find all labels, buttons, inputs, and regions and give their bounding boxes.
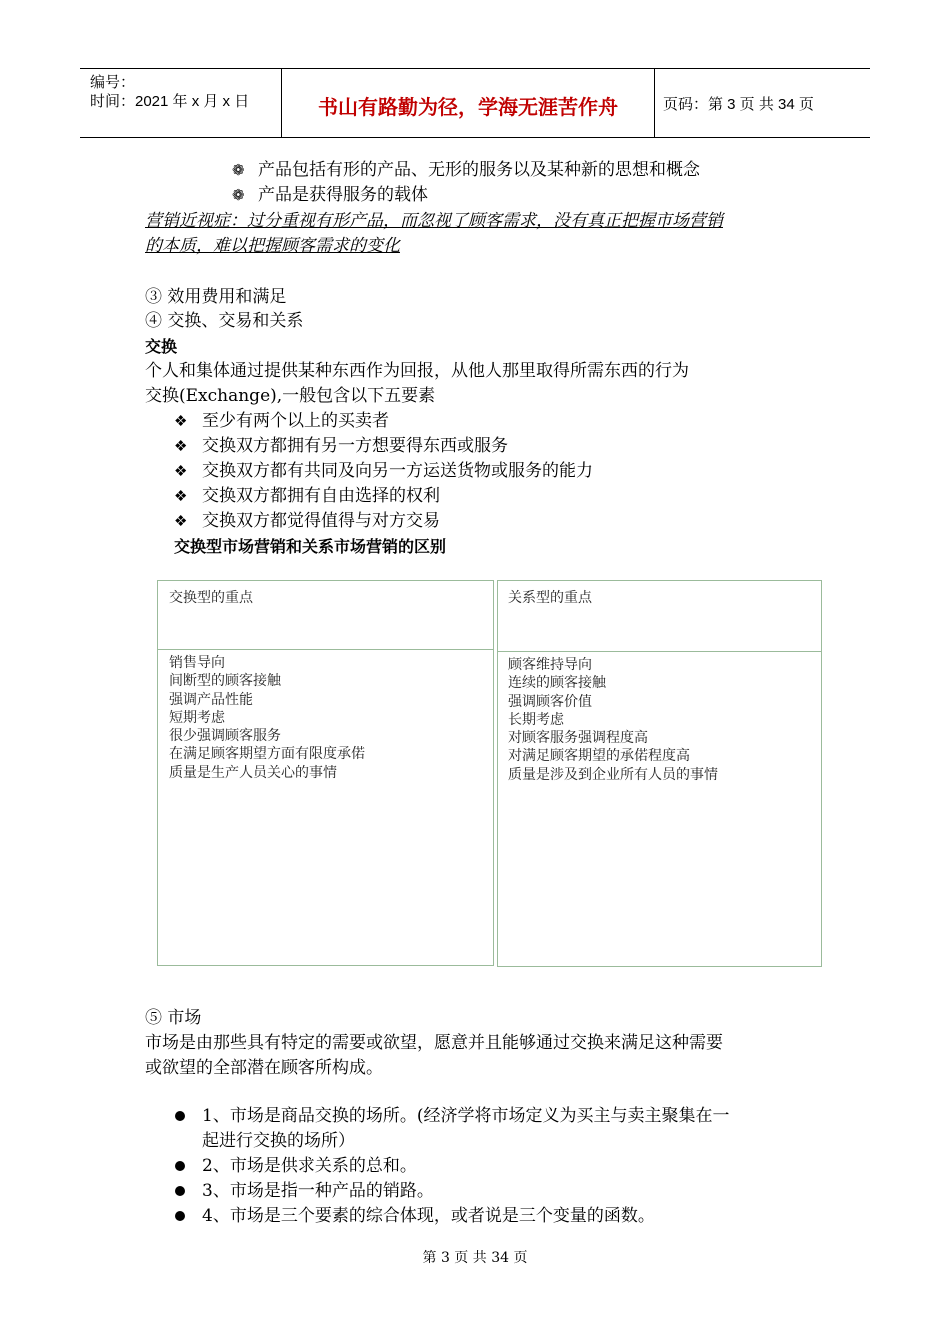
- serial-label: 编号：: [90, 74, 136, 91]
- page-footer: 第 3 页 共 34 页: [422, 1250, 528, 1266]
- page-header: [80, 68, 870, 138]
- list-item: 很少强调顾客服务: [169, 728, 281, 745]
- list-item: 对满足顾客期望的承偌程度高: [508, 748, 690, 765]
- market-point-1-line-2: 起进行交换的场所）: [202, 1131, 355, 1151]
- list-item: 质量是生产人员关心的事情: [169, 764, 337, 781]
- bullet-dot-icon: [175, 1111, 185, 1121]
- myopia-line-1: 营销近视症：过分重视有形产品，而忽视了顾客需求，没有真正把握市场营销: [145, 211, 723, 231]
- exchange-box-divider: [158, 649, 493, 650]
- market-point-1-line-1: 1、市场是商品交换的场所。(经济学将市场定义为买主与卖主聚集在一: [202, 1106, 730, 1126]
- market-point-3: 3、市场是指一种产品的销路。: [202, 1181, 434, 1201]
- relation-type-box: [497, 580, 822, 967]
- diamond-bullet-icon: ❖: [174, 512, 188, 530]
- exchange-box-title: 交换型的重点: [169, 590, 253, 606]
- header-right-cell: [655, 69, 870, 137]
- list-item: 强调产品性能: [169, 691, 253, 708]
- list-item: 长期考虑: [508, 711, 564, 728]
- exchange-elements: 交换(Exchange),一般包含以下五要素: [145, 386, 436, 406]
- exchange-heading: 交换: [145, 337, 178, 356]
- list-item: 在满足顾客期望方面有限度承偌: [169, 746, 365, 763]
- header-left-cell: [80, 69, 282, 137]
- bullet-dot-icon: [175, 1186, 185, 1196]
- exchange-bullet-3: 交换双方都有共同及向另一方运送货物或服务的能力: [202, 461, 593, 481]
- list-item: 短期考虑: [169, 709, 225, 726]
- list-item: 对顾客服务强调程度高: [508, 730, 648, 747]
- page-info: 页码：第 3 页 共 34 页: [663, 96, 814, 113]
- exchange-definition: 个人和集体通过提供某种东西作为回报，从他人那里取得所需东西的行为: [145, 361, 689, 381]
- bullet-dot-icon: [175, 1161, 185, 1171]
- exchange-bullet-1: 至少有两个以上的买卖者: [202, 411, 389, 431]
- list-item: 间断型的顾客接触: [169, 673, 281, 690]
- item-3: ③ 效用费用和满足: [145, 287, 287, 307]
- diamond-bullet-icon: ❖: [174, 437, 188, 455]
- exchange-bullet-5: 交换双方都觉得值得与对方交易: [202, 511, 440, 531]
- myopia-line-2: 的本质，难以把握顾客需求的变化: [145, 236, 400, 256]
- flower-bullet-icon: ❁: [232, 186, 245, 204]
- date-label: 时间：2021 年 x 月 x 日: [90, 93, 250, 110]
- diamond-bullet-icon: ❖: [174, 487, 188, 505]
- list-item: 顾客维持导向: [508, 657, 592, 673]
- market-definition-line-2: 或欲望的全部潜在顾客所构成。: [145, 1058, 383, 1078]
- item-5: ⑤ 市场: [145, 1008, 202, 1028]
- exchange-bullet-4: 交换双方都拥有自由选择的权利: [202, 486, 440, 506]
- exchange-box-list: [169, 654, 365, 782]
- list-item: 质量是涉及到企业所有人员的事情: [508, 766, 718, 783]
- item-4: ④ 交换、交易和关系: [145, 311, 304, 331]
- difference-heading: 交换型市场营销和关系市场营销的区别: [174, 537, 447, 556]
- relation-box-title: 关系型的重点: [508, 590, 592, 606]
- relation-box-list: [508, 656, 718, 784]
- market-definition-line-1: 市场是由那些具有特定的需要或欲望，愿意并且能够通过交换来满足这种需要: [145, 1033, 723, 1053]
- motto: 书山有路勤为径，学海无涯苦作舟: [318, 95, 618, 119]
- list-item: 销售导向: [169, 655, 225, 671]
- bullet-dot-icon: [175, 1211, 185, 1221]
- exchange-type-box: [157, 580, 494, 966]
- diamond-bullet-icon: ❖: [174, 412, 188, 430]
- header-motto-cell: [282, 69, 655, 137]
- list-item: 连续的顾客接触: [508, 675, 606, 692]
- product-bullet-2: 产品是获得服务的载体: [258, 185, 428, 205]
- relation-box-divider: [498, 651, 821, 652]
- market-point-2: 2、市场是供求关系的总和。: [202, 1156, 417, 1176]
- exchange-bullet-2: 交换双方都拥有另一方想要得东西或服务: [202, 436, 508, 456]
- list-item: 强调顾客价值: [508, 693, 592, 710]
- market-point-4: 4、市场是三个要素的综合体现，或者说是三个变量的函数。: [202, 1206, 655, 1226]
- flower-bullet-icon: ❁: [232, 161, 245, 179]
- product-bullet-1: 产品包括有形的产品、无形的服务以及某种新的思想和概念: [258, 160, 700, 180]
- diamond-bullet-icon: ❖: [174, 462, 188, 480]
